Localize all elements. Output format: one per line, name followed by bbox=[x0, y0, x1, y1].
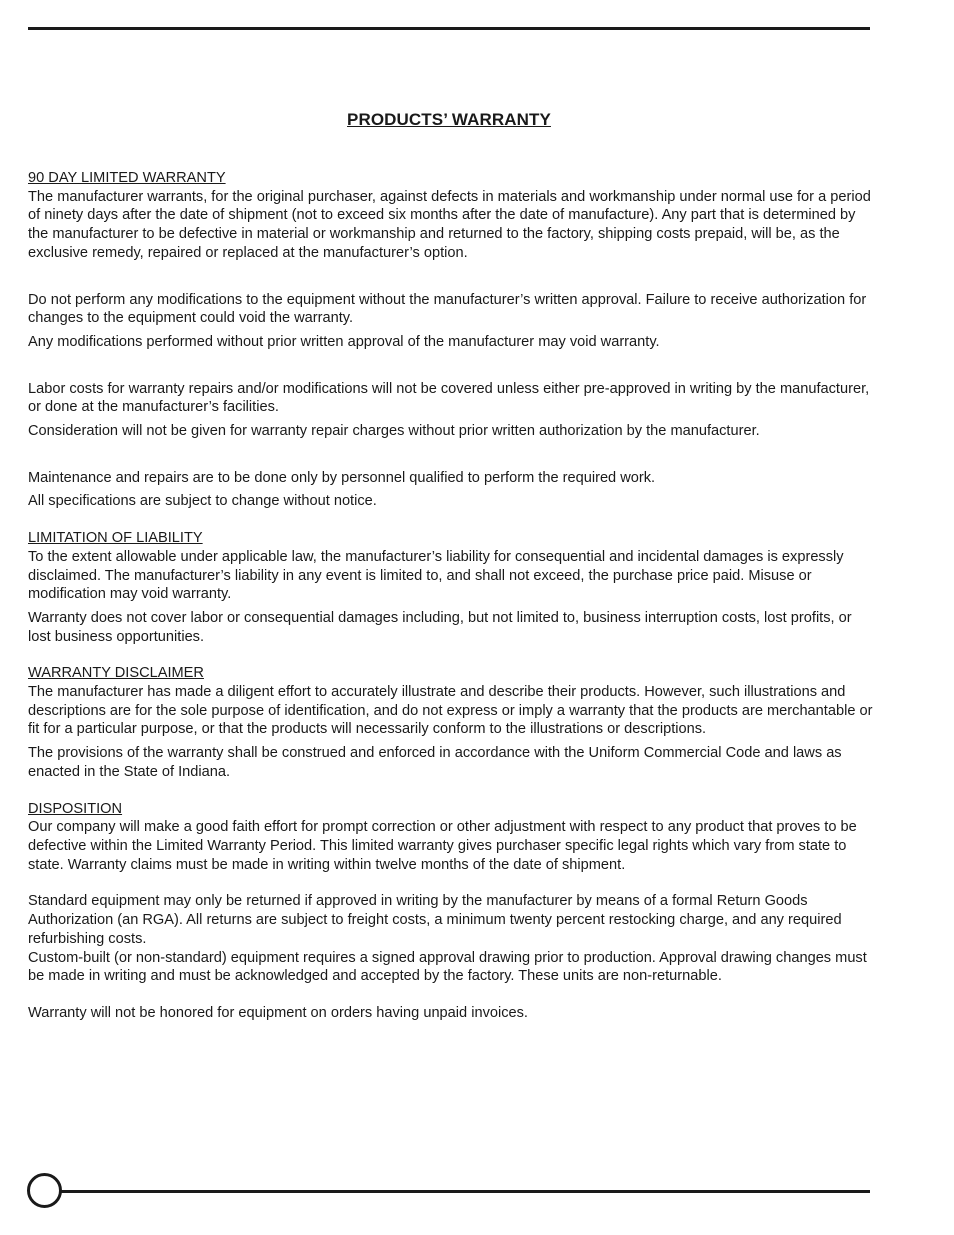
disposition-heading: DISPOSITION bbox=[28, 800, 123, 817]
modifications-note: Any modifications performed without prior written approval of the manufacturer may void warranty. bbox=[28, 333, 660, 350]
labor-costs-paragraph: Labor costs for warranty repairs and/or modifications will not be covered unless either pre-approved in writing by the manufacturer, or done at the manufacturer’s facilities. bbox=[28, 380, 870, 416]
liability-heading: LIMITATION OF LIABILITY bbox=[28, 530, 203, 547]
disclaimer-heading: WARRANTY DISCLAIMER bbox=[28, 665, 204, 682]
returns-paragraph: Standard equipment may only be returned if approved in writing by the manufacturer by means of a formal Return Goods Authorization (an RGA). All returns are subject to freight costs, a minimum twenty percent restocking charge, and any required refurbishing costs. bbox=[28, 893, 842, 947]
governing-law-paragraph: The provisions of the warranty shall be construed and enforced in accordance with the Uniform Commercial Code and laws as enacted in the State of Indiana. bbox=[28, 745, 842, 780]
unpaid-invoices-paragraph: Warranty will not be honored for equipment on orders having unpaid invoices. bbox=[28, 1004, 528, 1021]
maintenance-paragraph: Maintenance and repairs are to be done only by personnel qualified to perform the required work. bbox=[28, 469, 656, 486]
top-rule bbox=[28, 27, 870, 30]
modifications-paragraph: Do not perform any modifications to the equipment without the manufacturer’s written approval. Failure to receive authorization for changes to the equipment could void the warranty. bbox=[28, 291, 867, 327]
document-body bbox=[28, 169, 876, 1023]
repair-charges-paragraph: Consideration will not be given for warranty repair charges without prior written authorization by the manufacturer. bbox=[28, 423, 760, 440]
bottom-rule bbox=[58, 1190, 870, 1193]
liability-exclusions-paragraph: Warranty does not cover labor or consequential damages including, but not limited to, business interruption costs, lost profits, or lost business opportunities. bbox=[28, 609, 852, 645]
specifications-note: All specifications are subject to change without notice. bbox=[28, 493, 377, 510]
page-number-circle bbox=[27, 1173, 62, 1208]
disclaimer-paragraph: The manufacturer has made a diligent effort to accurately illustrate and describe their products. However, such illustrations and descriptions are for the sole purpose of identification, and do not express or imply a warranty that the products are merchantable or fit for a particular purpose, or that the products will necessarily conform to the illustrations or descriptions. bbox=[28, 684, 873, 738]
warranty-heading: 90 DAY LIMITED WARRANTY bbox=[28, 170, 226, 186]
page-title: PRODUCTS’ WARRANTY bbox=[347, 110, 551, 129]
custom-equipment-paragraph: Custom-built (or non-standard) equipment requires a signed approval drawing prior to production. Approval drawing changes must be made in writing and must be acknowledged and accepted by the factory. These units are non-returnable. bbox=[28, 949, 867, 985]
liability-paragraph: To the extent allowable under applicable law, the manufacturer’s liability for consequential and incidental damages is expressly disclaimed. The manufacturer’s liability in any event is limited to, and shall not exceed, the purchase price paid. Misuse or modification may void warranty. bbox=[28, 548, 844, 603]
warranty-paragraph: The manufacturer warrants, for the original purchaser, against defects in materials and workmanship under normal use for a period of ninety days after the date of shipment (not to exceed six months after the date of manufacture). Any part that is determined by the manufacturer to be defective in material or workmanship and returned to the factory, shipping costs prepaid, will be, as the exclusive remedy, repaired or replaced at the manufacturer’s option. bbox=[28, 188, 871, 261]
disposition-paragraph: Our company will make a good faith effort for prompt correction or other adjustment with respect to any product that proves to be defective within the Limited Warranty Period. This limited warranty gives purchaser specific legal rights which vary from state to state. Warranty claims must be made in writing within twelve months of the date of shipment. bbox=[28, 819, 857, 873]
